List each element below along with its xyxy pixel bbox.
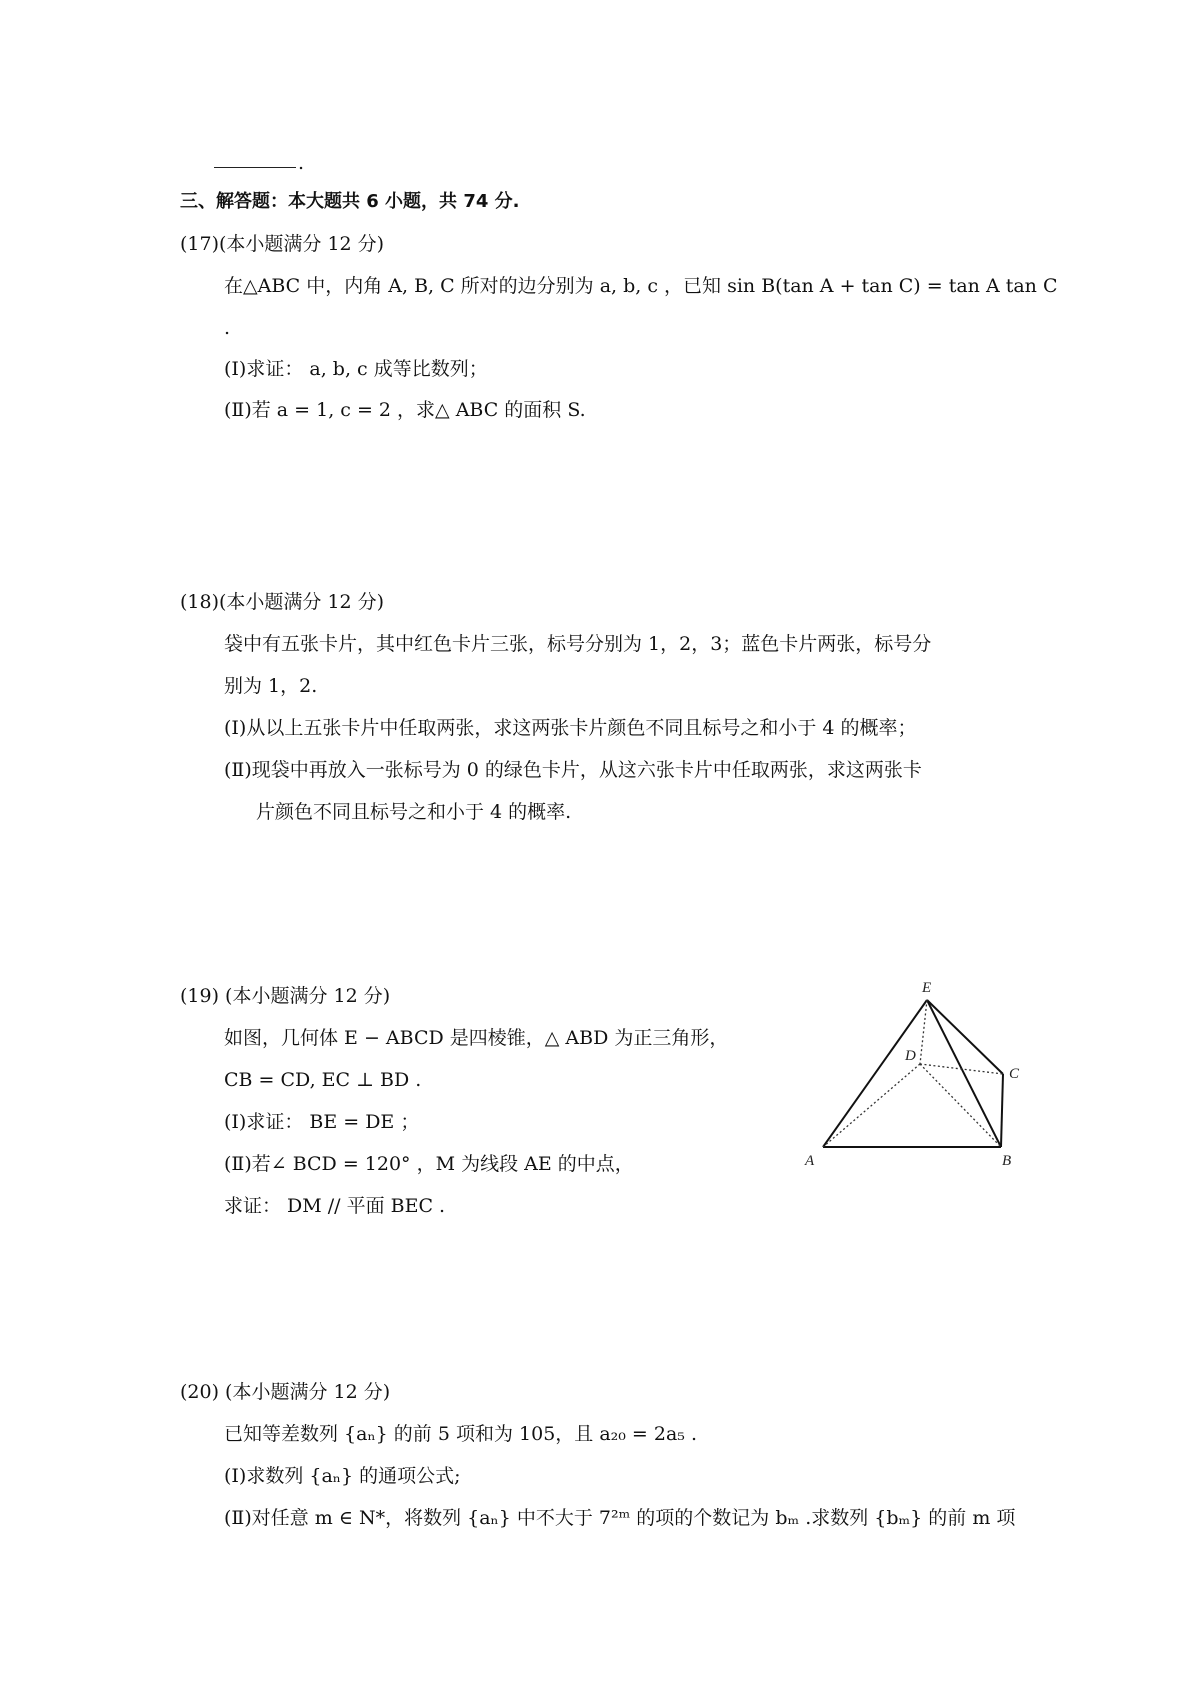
q19-part1: (Ⅰ)求证： BE = DE ； [224,1111,420,1133]
q19-part2-line2: 求证： DM // 平面 BEC . [224,1195,446,1217]
q20-part2: (Ⅱ)对任意 m ∈ N*，将数列 {aₙ} 中不大于 7²ᵐ 的项的个数记为 bₘ .求数列 {bₘ} 的前 m 项 [224,1507,1016,1529]
answer-blank-period: . [298,152,305,174]
q18-stem-line1: 袋中有五张卡片，其中红色卡片三张，标号分别为 1，2，3；蓝色卡片两张，标号分 [224,633,932,655]
q17-stem-end: . [224,317,231,339]
q20-part1: (Ⅰ)求数列 {aₙ} 的通项公式; [224,1465,461,1487]
q19-heading: (19) (本小题满分 12 分) [180,985,391,1007]
q18-part2-line2: 片颜色不同且标号之和小于 4 的概率. [256,801,572,823]
q17-heading: (17)(本小题满分 12 分) [180,233,385,255]
q17-stem: 在△ABC 中，内角 A, B, C 所对的边分别为 a, b, c ，已知 sin B(tan A + tan C) = tan A tan C [224,275,1058,297]
edge-AE [823,1000,927,1147]
q17-part2: (Ⅱ)若 a = 1, c = 2 ，求△ ABC 的面积 S. [224,399,586,421]
vertex-label-B: B [1002,1153,1012,1169]
edge-EC [927,1000,1003,1074]
q18-heading: (18)(本小题满分 12 分) [180,591,385,613]
edge-DB-hidden [920,1064,1001,1147]
q17-part1: (Ⅰ)求证： a, b, c 成等比数列； [224,358,488,380]
q20-heading: (20) (本小题满分 12 分) [180,1381,391,1403]
q18-part1: (Ⅰ)从以上五张卡片中任取两张，求这两张卡片颜色不同且标号之和小于 4 的概率； [224,717,917,739]
edge-EB [927,1000,1001,1147]
pyramid-figure [790,972,1030,1182]
vertex-label-C: C [1009,1066,1020,1082]
section-title: 三、解答题：本大题共 6 小题，共 74 分. [180,191,520,212]
vertex-label-D: D [905,1048,916,1064]
edge-DA-hidden [823,1064,920,1147]
edge-CB [1001,1074,1003,1147]
q19-stem-line2: CB = CD, EC ⊥ BD . [224,1069,422,1091]
q19-part2-line1: (Ⅱ)若∠ BCD = 120° ，M 为线段 AE 的中点， [224,1153,634,1175]
q20-stem: 已知等差数列 {aₙ} 的前 5 项和为 105，且 a₂₀ = 2a₅ . [224,1423,697,1445]
answer-blank-line [214,167,296,168]
vertex-label-E: E [922,980,932,996]
edge-DC-hidden [920,1064,1003,1074]
q19-stem-line1: 如图，几何体 E − ABCD 是四棱锥，△ ABD 为正三角形， [224,1027,729,1049]
q18-stem-line2: 别为 1，2. [224,675,318,697]
q18-part2-line1: (Ⅱ)现袋中再放入一张标号为 0 的绿色卡片，从这六张卡片中任取两张，求这两张卡 [224,759,922,781]
vertex-label-A: A [805,1153,815,1169]
